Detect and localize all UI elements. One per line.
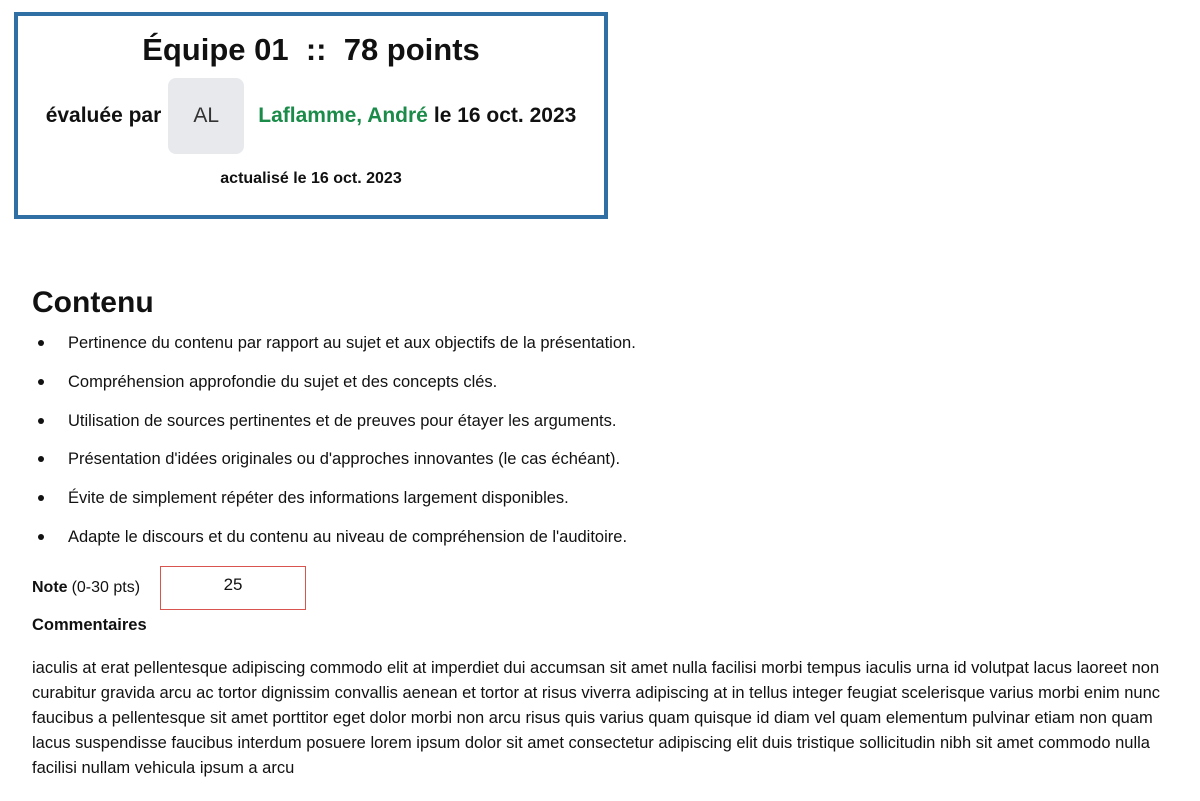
list-item: Pertinence du contenu par rapport au sujet et aux objectifs de la présentation. <box>68 334 636 352</box>
note-range: (0-30 pts) <box>71 579 141 596</box>
evaluated-date: le 16 oct. 2023 <box>433 104 577 127</box>
team-score-title: Équipe 01 :: 78 points <box>142 32 480 67</box>
note-row <box>32 566 306 610</box>
note-input[interactable] <box>160 566 306 610</box>
list-item: Utilisation de sources pertinentes et de preuves pour étayer les arguments. <box>68 410 636 432</box>
avatar-initials: AL <box>193 104 220 127</box>
evaluated-by-row <box>18 76 604 156</box>
evaluation-summary-card <box>14 12 608 219</box>
comments-label: Commentaires <box>32 616 147 634</box>
list-item: Adapte le discours et du contenu au niveau de compréhension de l'auditoire. <box>68 526 636 548</box>
evaluator-name-link[interactable]: Laflamme, André <box>258 104 428 127</box>
evaluated-by-label: évaluée par <box>45 104 162 127</box>
section-title: Contenu <box>32 286 154 319</box>
list-item: Compréhension approfondie du sujet et des concepts clés. <box>68 371 636 393</box>
updated-date: actualisé le 16 oct. 2023 <box>220 170 402 187</box>
note-label: Note <box>32 579 68 596</box>
criteria-list <box>32 332 636 565</box>
comments-text: iaculis at erat pellentesque adipiscing commodo elit at imperdiet dui accumsan sit amet nulla facilisi morbi tempus iaculis urna id volutpat lacus laoreet non curabitur gravida arcu ac tortor dignissim convallis aenean et tortor at risus viverra adipiscing at in tellus integer feugiat scelerisque varius morbi enim nunc faucibus a pellentesque sit amet porttitor eget dolor morbi non arcu risus quis varius quam quisque id diam vel quam elementum pulvinar etiam non quam lacus suspendisse faucibus interdum posuere lorem ipsum dolor sit amet consectetur adipiscing elit duis tristique sollicitudin nibh sit amet commodo nulla facilisi nullam vehicula ipsum a arcu <box>32 659 1161 777</box>
avatar <box>168 78 244 154</box>
list-item: Présentation d'idées originales ou d'approches innovantes (le cas échéant). <box>68 448 636 470</box>
list-item: Évite de simplement répéter des informations largement disponibles. <box>68 487 636 509</box>
